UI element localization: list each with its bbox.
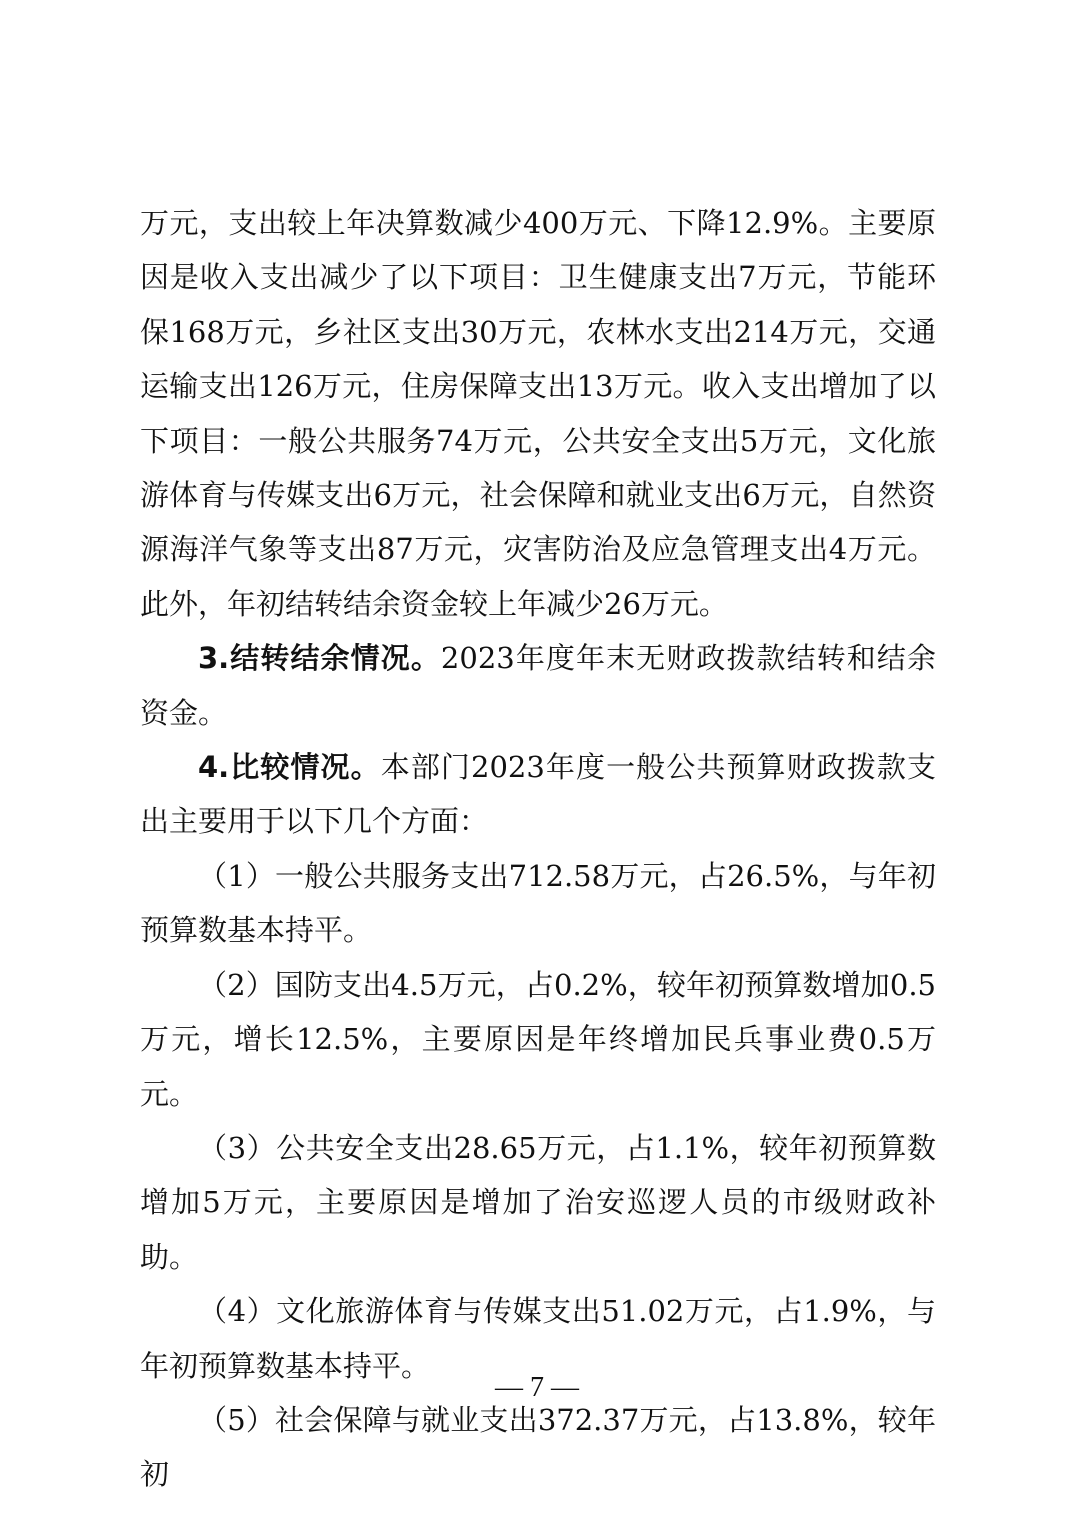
paragraph-carryover-text: 2023年度年末无财政拨款结转和结余资金。 bbox=[140, 641, 936, 730]
paragraph-comparison bbox=[140, 740, 936, 849]
list-item-culture-tourism: （4）文化旅游体育与传媒支出51.02万元，占1.9%，与年初预算数基本持平。 bbox=[140, 1294, 936, 1383]
paragraph-comparison-text: 本部门2023年度一般公共预算财政拨款支出主要用于以下几个方面： bbox=[140, 750, 936, 839]
page-number: — 7 — bbox=[495, 1372, 579, 1403]
section-heading-carryover: 3.结转结余情况。 bbox=[198, 641, 441, 676]
list-item-national-defense: （2）国防支出4.5万元，占0.2%，较年初预算数增加0.5万元，增长12.5%，主要原因是年终增加民兵事业费0.5万元。 bbox=[140, 967, 936, 1111]
paragraph-carryover bbox=[140, 631, 936, 740]
body-text bbox=[140, 196, 936, 1502]
list-item-public-security: （3）公共安全支出28.65万元，占1.1%，较年初预算数增加5万元，主要原因是增加了治安巡逻人员的市级财政补助。 bbox=[140, 1130, 936, 1274]
list-item-general-public-services: （1）一般公共服务支出712.58万元，占26.5%，与年初预算数基本持平。 bbox=[140, 858, 936, 948]
list-item-social-security: （5）社会保障与就业支出372.37万元，占13.8%，较年初 bbox=[140, 1402, 936, 1492]
paragraph-expenditure-reasons: 万元，支出较上年决算数减少400万元、下降12.9%。主要原因是收入支出减少了以下项目：卫生健康支出7万元，节能环保168万元，乡社区支出30万元，农林水支出214万元，交通运输支出126万元，住房保障支出13万元。收入支出增加了以下项目：一般公共服务74万元，公共安全支出5万元，文化旅游体育与传媒支出6万元，社会保障和就业支出6万元，自然资源海洋气象等支出87万元，灾害防治及应急管理支出4万元。此外，年初结转结余资金较上年减少26万元。 bbox=[140, 206, 936, 621]
section-heading-comparison: 4.比较情况。 bbox=[198, 750, 381, 785]
